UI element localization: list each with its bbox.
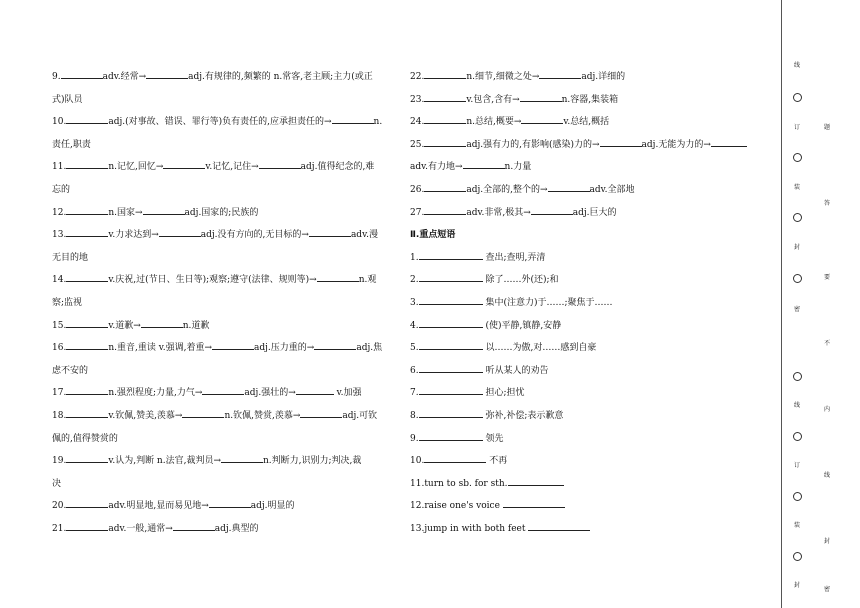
list-item: adv.有力地→ n.力量 <box>410 156 760 179</box>
list-item: 21. adv.一般,通常→ adj.典型的 <box>52 518 392 541</box>
binding-circle <box>793 213 802 222</box>
list-item: 忘的 <box>52 184 71 195</box>
list-item: 5. 以……为傲,对……感到自豪 <box>410 337 760 360</box>
list-item: 2. 除了……外(还);和 <box>410 269 760 292</box>
list-item: 24. n.总结,概要→ v.总结,概括 <box>410 111 760 134</box>
list-item: 27. adv.非常,极其→ adj.巨大的 <box>410 202 760 225</box>
section-heading: Ⅱ.重点短语 <box>410 230 456 241</box>
list-item: 8. 弥补,补偿;表示歉意 <box>410 405 760 428</box>
binding-circle <box>793 492 802 501</box>
binding-circle <box>793 153 802 162</box>
list-item: 式)队员 <box>52 94 83 105</box>
list-item: 22. n.细节,细微之处→ adj.详细的 <box>410 66 760 89</box>
binding-char: 封 <box>794 244 801 251</box>
binding-field: 内 <box>824 406 831 413</box>
binding-char: 线 <box>794 62 801 69</box>
list-item: 25. adj.强有力的,有影响(感染)力的→ adj.无能为力的→ <box>410 134 760 157</box>
binding-char: 封 <box>794 582 801 589</box>
list-item: 18. v.钦佩,赞美,羡慕→ n.钦佩,赞赏,羡慕→ adj.可钦 <box>52 405 392 428</box>
binding-char: 订 <box>794 124 801 131</box>
list-item: 12. n.国家→ adj.国家的;民族的 <box>52 202 392 225</box>
binding-circle <box>793 432 802 441</box>
list-item: 佩的,值得赞赏的 <box>52 433 118 444</box>
list-item: 7. 担心;担忧 <box>410 382 760 405</box>
binding-char: 装 <box>794 184 801 191</box>
list-item: 决 <box>52 478 62 489</box>
right-column <box>410 66 760 540</box>
binding-field: 要 <box>824 274 831 281</box>
binding-circle <box>793 93 802 102</box>
list-item: 10. adj.(对事故、错误、罪行等)负有责任的,应承担责任的→ n. <box>52 111 392 134</box>
list-item: 虑不安的 <box>52 365 89 376</box>
list-item: 13.jump in with both feet <box>410 518 760 541</box>
binding-margin <box>781 0 860 608</box>
binding-field: 密 <box>824 586 831 593</box>
left-column <box>52 66 392 540</box>
list-item: 20. adv.明显地,显而易见地→ adj.明显的 <box>52 495 392 518</box>
list-item: 15. v.道歉→ n.道歉 <box>52 315 392 338</box>
list-item: 1. 查出;查明,弄清 <box>410 247 760 270</box>
list-item: 12.raise one's voice <box>410 495 760 518</box>
list-item: 13. v.力求达到→ adj.没有方向的,无目标的→ adv.漫 <box>52 224 392 247</box>
list-item: 3. 集中(注意力)于……;聚焦于…… <box>410 292 760 315</box>
binding-field: 题 <box>824 124 831 131</box>
list-item: 9. 领先 <box>410 428 760 451</box>
binding-char: 线 <box>794 402 801 409</box>
binding-char: 装 <box>794 522 801 529</box>
binding-circle <box>793 274 802 283</box>
list-item: 察;监视 <box>52 297 83 308</box>
list-item: 19. v.认为,判断 n.法官,裁判员→ n.判断力,识别力;判决,裁 <box>52 450 392 473</box>
list-item: 无目的地 <box>52 252 89 263</box>
binding-circle <box>793 372 802 381</box>
list-item: 11.turn to sb. for sth. <box>410 473 760 496</box>
list-item: 14. v.庆祝,过(节日、生日等);观察;遵守(法律、规则等)→ n.观 <box>52 269 392 292</box>
binding-field: 线 <box>824 472 831 479</box>
binding-field: 不 <box>824 340 831 347</box>
binding-circle <box>793 552 802 561</box>
list-item: 11. n.记忆,回忆→ v.记忆,记住→ adj.值得纪念的,难 <box>52 156 392 179</box>
binding-char: 密 <box>794 306 801 313</box>
binding-char: 订 <box>794 462 801 469</box>
list-item: 9. adv.经常→ adj.有规律的,频繁的 n.常客,老主顾;主力(或正 <box>52 66 392 89</box>
list-item: 6. 听从某人的劝告 <box>410 360 760 383</box>
binding-field: 封 <box>824 538 831 545</box>
list-item: 责任,职责 <box>52 139 91 150</box>
list-item: 10. 不再 <box>410 450 760 473</box>
list-item: 23. v.包含,含有→ n.容器,集装箱 <box>410 89 760 112</box>
list-item: 16. n.重音,重读 v.强调,着重→ adj.压力重的→ adj.焦 <box>52 337 392 360</box>
binding-field: 答 <box>824 200 831 207</box>
list-item: 17. n.强烈程度;力量,力气→ adj.强壮的→ v.加强 <box>52 382 392 405</box>
binding-line <box>781 0 782 608</box>
list-item: 26. adj.全部的,整个的→ adv.全部地 <box>410 179 760 202</box>
list-item: 4. (使)平静,镇静,安静 <box>410 315 760 338</box>
